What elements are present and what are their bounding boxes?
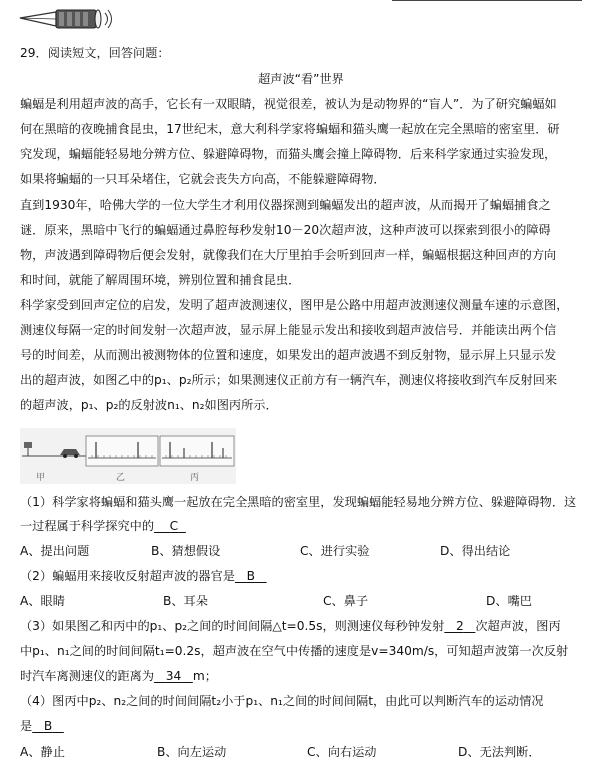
q3-answer2-value: 34: [165, 669, 182, 683]
q1-stem-text: 一过程属于科学探究中的: [20, 519, 155, 533]
q2-answer-value: B: [246, 569, 255, 583]
q2-option-c[interactable]: C、鼻子: [323, 594, 369, 608]
paragraph-line: 究发现，蝙蝠能轻易地分辨方位、躲避障碍物，而猫头鹰会撞上障碍物．后来科学家通过实验发现，: [20, 147, 557, 161]
q3-line1-pre: （3）如果图乙和丙中的p₁、p₂之间的时间间隔△t=0.5s，则测速仪每秒钟发射: [20, 619, 445, 633]
q4-option-c[interactable]: C、向右运动: [307, 745, 377, 759]
question-header: 29．阅读短文，回答问题：: [20, 46, 170, 60]
q1-stem-line1: （1）科学家将蝙蝠和猫头鹰一起放在完全黑暗的密室里，发现蝙蝠能轻易地分辨方位、躲避障碍物．这: [20, 495, 577, 509]
q3-line1-post: 次超声波，图丙: [475, 619, 561, 633]
q4-answer: [32, 719, 64, 733]
paragraph-line: 谜．原来，黑暗中飞行的蝙蝠通过鼻腔每秒发射10－20次超声波，这种声波可以探索到很小的障碍: [20, 223, 551, 237]
q2-option-b[interactable]: B、耳朵: [163, 594, 208, 608]
q3-line1: [20, 617, 588, 635]
top-rule: [392, 0, 582, 1]
q3-line2: 中p₁、n₁之间的时间间隔t₁=0.2s，超声波在空气中传播的速度是v=340m/s，可知超声波第一次反射: [20, 644, 569, 658]
q1-answer-value: C: [169, 519, 179, 533]
article-title: 超声波“看”世界: [258, 72, 344, 86]
q2-option-d[interactable]: D、嘴巴: [486, 594, 532, 608]
q4-option-b[interactable]: B、向左运动: [157, 745, 227, 759]
q3-line3-post: m；: [192, 669, 217, 683]
q1-option-a[interactable]: A、提出问题: [20, 544, 90, 558]
q3-line3-pre: 时汽车离测速仪的距离为: [20, 669, 155, 683]
q1-stem-line2: [20, 517, 588, 535]
paragraph-line: 物，声波遇到障碍物后便会发射，就像我们在大厅里拍手会听到回声一样，蝙蝠根据这种回声的方向: [20, 248, 557, 262]
speed-detector-figure: [20, 428, 236, 484]
paragraph-line: 的超声波，p₁、p₂的反射波n₁、n₂如图丙所示．: [20, 398, 278, 412]
speaker-figure-icon: [18, 4, 118, 38]
q3-answer1-value: 2: [455, 619, 464, 633]
q4-option-a[interactable]: A、静止: [20, 745, 65, 759]
q3-answer1: [444, 619, 475, 633]
paragraph-line: 出的超声波，如图乙中的p₁、p₂所示；如果测速仪正前方有一辆汽车，测速仪将接收到汽车反射回来: [20, 373, 558, 387]
figure-jia-road-car: [22, 442, 86, 458]
q2-answer: [235, 569, 267, 583]
q3-line3: [20, 667, 588, 685]
paragraph-line: 测速仪每隔一定的时间发射一次超声波，显示屏上能显示发出和接收到超声波信号．并能读出两个信: [20, 323, 557, 337]
paragraph-line: 和时间，就能了解周围环境，辨别位置和捕食昆虫．: [20, 273, 301, 287]
figure-label-yi: 乙: [116, 473, 126, 483]
figure-bing-screen: [160, 436, 234, 466]
figure-label-jia: 甲: [36, 473, 46, 483]
q4-line2-pre: 是: [20, 719, 33, 733]
q1-option-b[interactable]: B、猜想假设: [151, 544, 221, 558]
q2-stem: [20, 567, 588, 585]
q3-answer2: [154, 669, 193, 683]
q1-option-d[interactable]: D、得出结论: [440, 544, 511, 558]
q1-option-c[interactable]: C、进行实验: [300, 544, 370, 558]
paragraph-line: 直到1930年，哈佛大学的一位大学生才利用仪器探测到蝙蝠发出的超声波，从而揭开了蝙蝠捕食之: [20, 198, 551, 212]
paragraph-line: 号的时间差，从而测出被测物体的位置和速度，如果发出的超声波遇不到反射物，显示屏上只显示发: [20, 348, 557, 362]
paragraph-line: 蝙蝠是利用超声波的高手，它长有一双眼睛，视觉很差，被认为是动物界的“盲人”．为了研究蝙蝠如: [20, 97, 557, 111]
figure-label-bing: 丙: [190, 473, 200, 483]
q4-line1: （4）图丙中p₂、n₂之间的时间间隔t₂小于p₁、n₁之间的时间间隔t，由此可以判断汽车的运动情况: [20, 694, 544, 708]
figure-yi-screen: [86, 436, 158, 466]
paragraph-line: 科学家受到回声定位的启发，发明了超声波测速仪，图甲是公路中用超声波测速仪测量车速的示意图，: [20, 298, 569, 312]
paragraph-line: 如果将蝙蝠的一只耳朵堵住，它就会丧失方向高，不能躲避障碍物．: [20, 172, 386, 186]
q4-option-d[interactable]: D、无法判断．: [458, 745, 541, 759]
q2-option-a[interactable]: A、眼睛: [20, 594, 65, 608]
q1-answer: [154, 519, 186, 533]
q2-stem-text: （2）蝙蝠用来接收反射超声波的器官是: [20, 569, 235, 583]
paragraph-line: 何在黑暗的夜晚捕食昆虫，17世纪末，意大利科学家将蝙蝠和猫头鹰一起放在完全黑暗的密室里．研: [20, 122, 560, 136]
q4-line2: [20, 717, 588, 735]
q4-answer-value: B: [43, 719, 53, 733]
